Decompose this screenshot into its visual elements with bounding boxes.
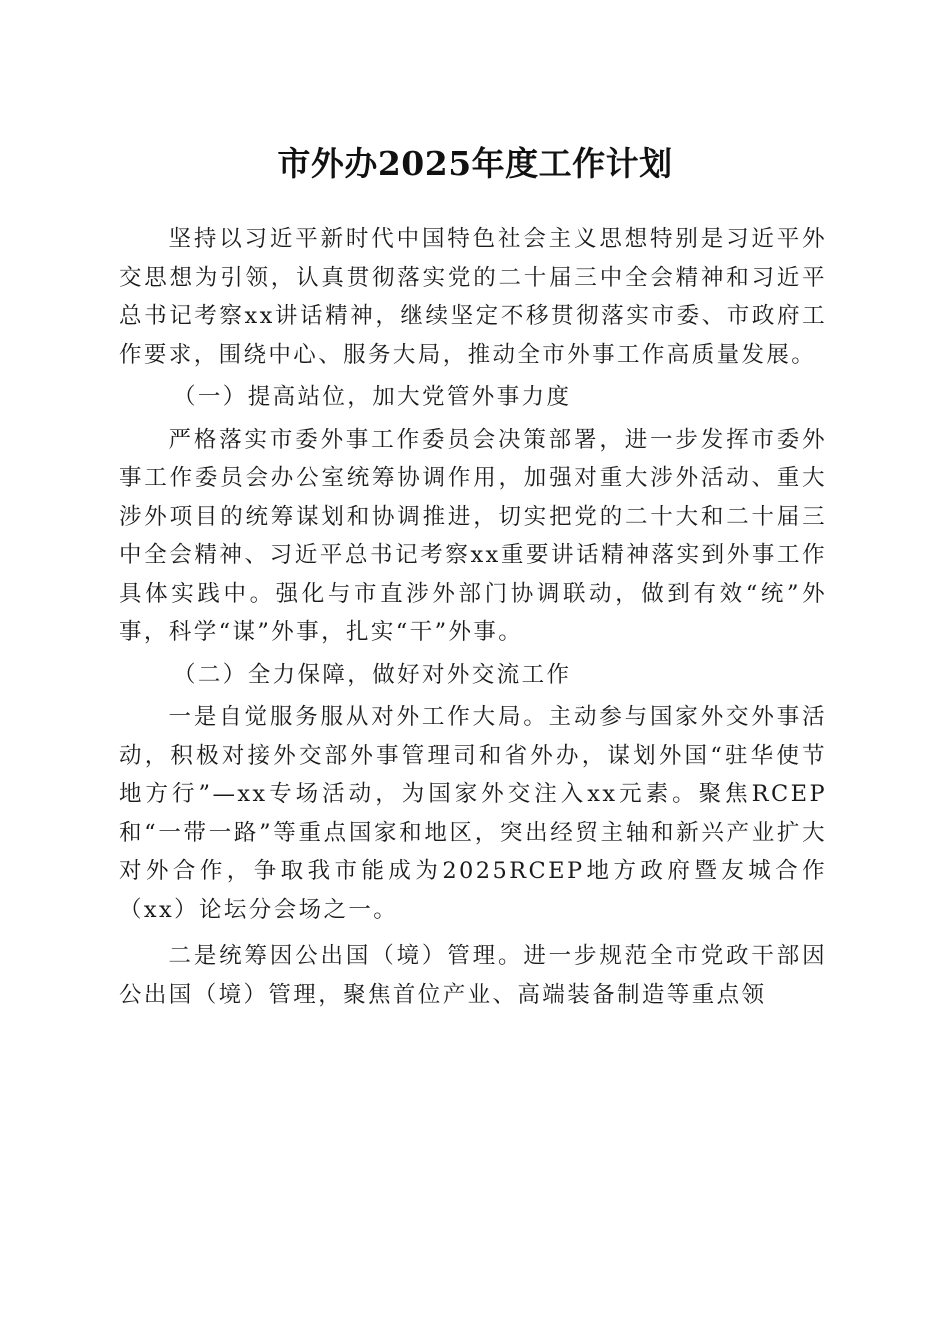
section-1-heading: （一）提高站位，加大党管外事力度 <box>173 384 572 410</box>
section-1-paragraph: 严格落实市委外事工作委员会决策部署，进一步发挥市委外事工作委员会办公室统筹协调作用，加强对重大涉外活动、重大涉外项目的统筹谋划和协调推进，切实把党的二十大和二十届三中全会精神、习近平总书记考察xx重要讲话精神落实到外事工作具体实践中。强化与市直涉外部门协调联动，做到有效“统”外事，科学“谋”外事，扎实“干”外事。 <box>119 426 827 645</box>
section-2-heading: （二）全力保障，做好对外交流工作 <box>173 661 572 688</box>
section-2-item-2-paragraph <box>119 937 827 1014</box>
item-1-body: 主动参与国家外交外事活动，积极对接外交部外事管理司和省外办，谋划外国“驻华使节地方行”—xx专场活动，为国家外交注入xx元素。聚焦RCEP和“一带一路”等重点国家和地区，突出经贸主轴和新兴产业扩大对外合作，争取我市能成为2025RCEP地方政府暨友城合作（xx）论坛分会场之一。 <box>119 704 827 923</box>
document-body <box>119 220 827 1014</box>
item-1-lead: 一是自觉服务服从对外工作大局。 <box>168 704 549 730</box>
item-2-lead: 二是统筹因公出国（境）管理。 <box>168 943 524 969</box>
item-2-body: 进一步规范全市党政干部因公出国（境）管理，聚焦首位产业、高端装备制造等重点领 <box>119 943 827 1008</box>
section-2-item-1-paragraph <box>119 698 827 929</box>
intro-paragraph: 坚持以习近平新时代中国特色社会主义思想特别是习近平外交思想为引领，认真贯彻落实党的二十届三中全会精神和习近平总书记考察xx讲话精神，继续坚定不移贯彻落实市委、市政府工作要求，围绕中心、服务大局，推动全市外事工作高质量发展。 <box>119 226 827 368</box>
document-title: 市外办2025年度工作计划 <box>277 144 673 183</box>
